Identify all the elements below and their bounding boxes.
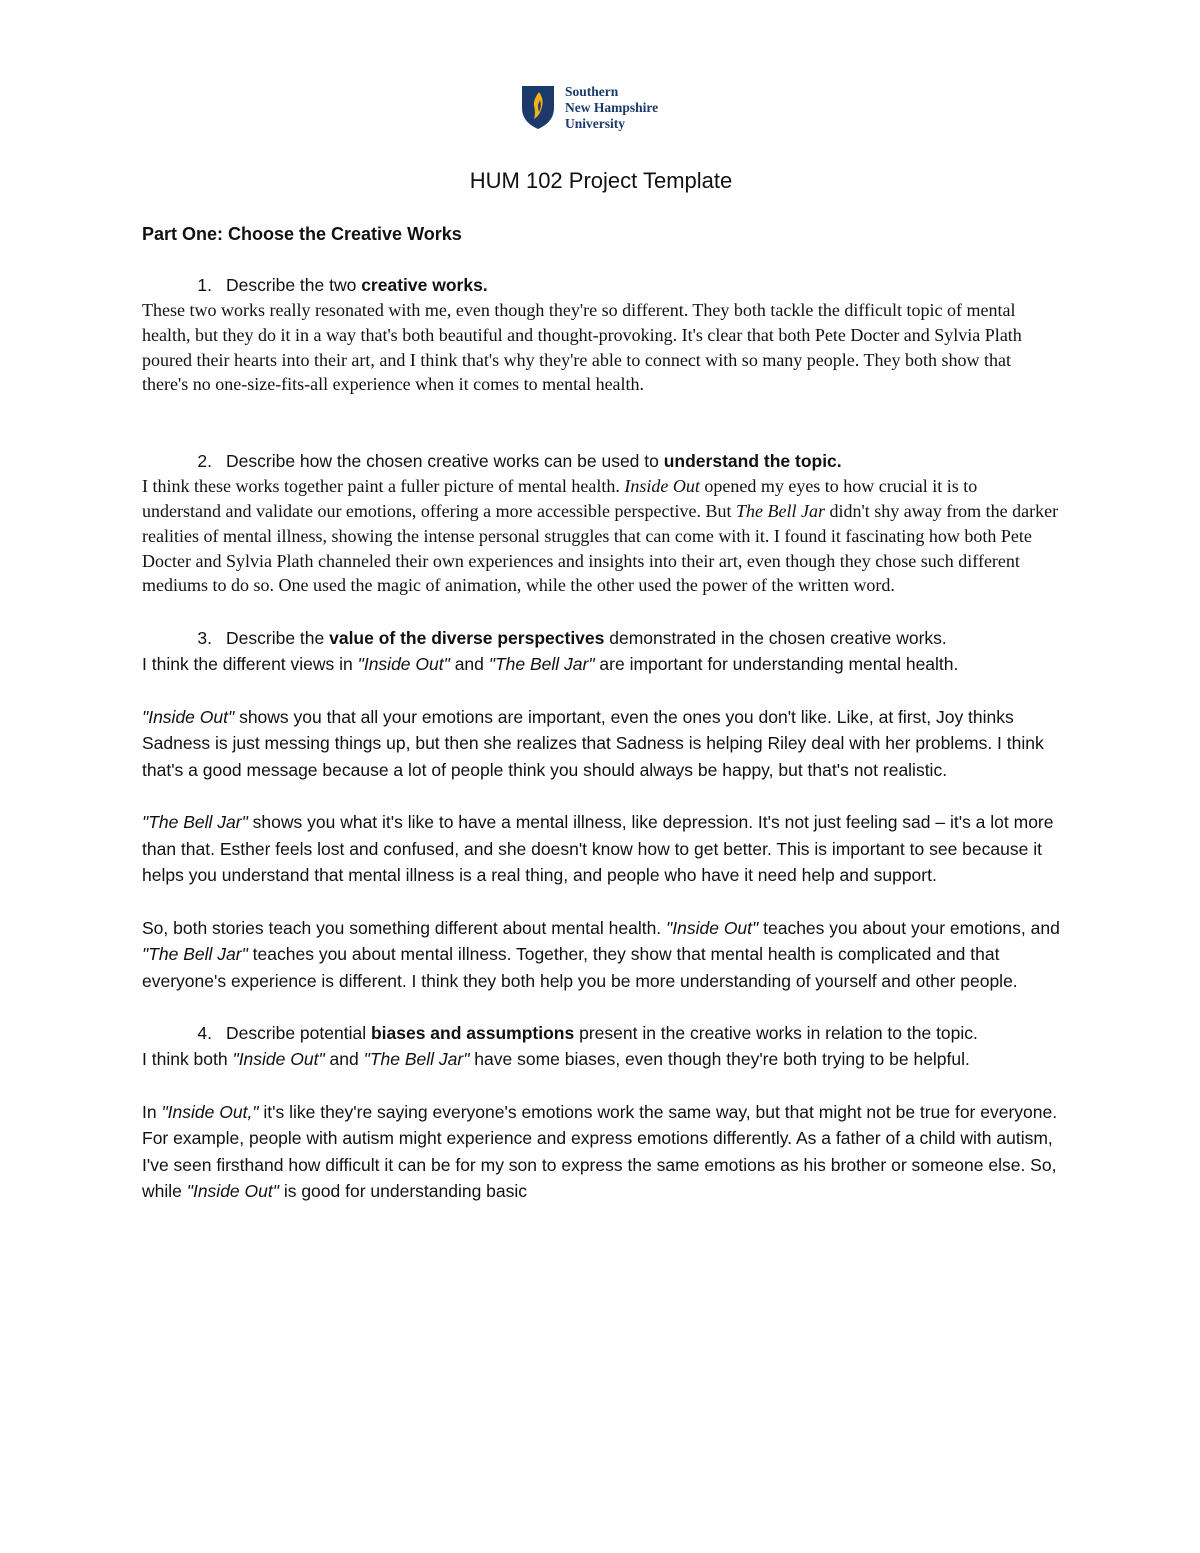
part-heading: Part One: Choose the Creative Works <box>142 224 462 244</box>
answer-4-intro: I think both "Inside Out" and "The Bell Jar" have some biases, even though they're both trying to be helpful. <box>142 1049 970 1070</box>
question-number: 4. <box>197 1023 212 1044</box>
page-title: HUM 102 Project Template <box>469 168 733 193</box>
answer-4-inside-out: In "Inside Out," it's like they're saying everyone's emotions work the same way, but that might not be true for everyone. For example, people with autism might experience and express emotions differently. As a father of a child with autism, I've seen firsthand how difficult it can be for my son to express the same emotions as his brother or someone else. So, while "Inside Out" is good for understanding basic <box>142 1101 1058 1202</box>
question-text: Describe the value of the diverse perspectives demonstrated in the chosen creative works. <box>226 628 947 649</box>
question-3 <box>142 625 1060 651</box>
university-logo <box>521 84 691 134</box>
question-text: Describe potential biases and assumptions present in the creative works in relation to the topic. <box>226 1023 978 1044</box>
logo-line-3: University <box>565 116 625 131</box>
answer-1: These two works really resonated with me, even though they're so different. They both tackle the difficult topic of mental health, but they do it in a way that's both beautiful and thought-provoking. It's clear that both Pete Docter and Sylvia Plath poured their hearts into their art, and I think that's why they're able to connect with so many people. They both show that there's no one-size-fits-all experience when it comes to mental health. <box>142 300 1022 395</box>
answer-3-intro: I think the different views in "Inside Out" and "The Bell Jar" are important for understanding mental health. <box>142 654 959 675</box>
shield-flame-icon <box>521 84 555 130</box>
logo-line-2: New Hampshire <box>565 100 659 115</box>
logo-wordmark <box>565 84 658 132</box>
question-4 <box>142 1020 1060 1046</box>
question-2 <box>142 448 1060 474</box>
question-1 <box>142 272 1060 298</box>
answer-2: I think these works together paint a fuller picture of mental health. Inside Out opened my eyes to how crucial it is to understand and validate our emotions, offering a more accessible perspective. But The Bell Jar didn't shy away from the darker realities of mental illness, showing the intense personal struggles that can come with it. I found it fascinating how both Pete Docter and Sylvia Plath channeled their own experiences and insights into their art, even though they chose such different mediums to do so. One used the magic of animation, while the other used the power of the written word. <box>142 476 1059 596</box>
question-number: 1. <box>197 275 212 295</box>
logo-line-1: Southern <box>565 84 619 99</box>
document-body <box>142 160 1060 1205</box>
answer-3-inside-out: "Inside Out" shows you that all your emotions are important, even the ones you don't like. Like, at first, Joy thinks Sadness is just messing things up, but then she realizes that Sadness is helping Riley deal with her problems. I think that's a good message because a lot of people think you should always be happy, but that's not realistic. <box>142 706 1044 780</box>
answer-3-bell-jar: "The Bell Jar" shows you what it's like to have a mental illness, like depression. It's not just feeling sad – it's a lot more than that. Esther feels lost and confused, and she doesn't know how to get better. This is important to see because it helps you understand that mental illness is a real thing, and people who have it need help and support. <box>142 812 1054 886</box>
question-number: 2. <box>197 451 212 472</box>
answer-3-summary: So, both stories teach you something different about mental health. "Inside Out" teaches you about your emotions, and "The Bell Jar" teaches you about mental illness. Together, they show that mental health is complicated and that everyone's experience is different. I think they both help you be more understanding of yourself and other people. <box>142 917 1060 991</box>
question-text: Describe the two creative works. <box>226 275 488 295</box>
question-text: Describe how the chosen creative works can be used to understand the topic. <box>226 451 842 472</box>
question-number: 3. <box>197 628 212 649</box>
